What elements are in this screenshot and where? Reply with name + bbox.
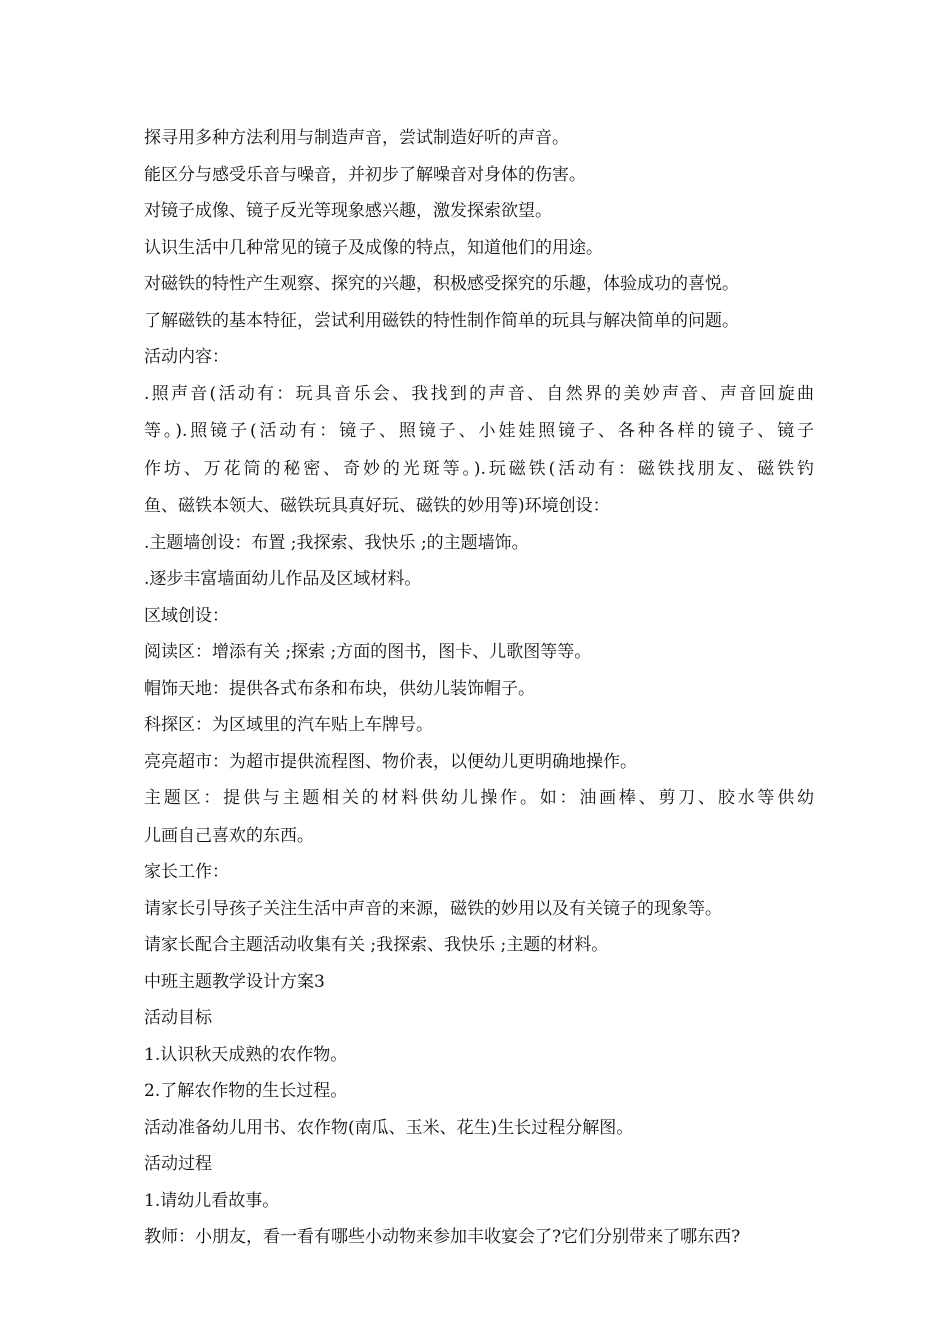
text-line: 对镜子成像、镜子反光等现象感兴趣，激发探索欲望。: [144, 201, 552, 221]
text-line: 对磁铁的特性产生观察、探究的兴趣，积极感受探究的乐趣，体验成功的喜悦。: [144, 274, 739, 294]
section-heading: 活动内容：: [144, 347, 229, 367]
section-heading: 家长工作：: [144, 862, 229, 882]
text-line: 帽饰天地：提供各式布条和布块，供幼儿装饰帽子。: [144, 678, 535, 699]
text-line: 等。).照镜子(活动有：镜子、照镜子、小娃娃照镜子、各种各样的镜子、镜子: [144, 421, 814, 441]
section-heading: 活动过程: [144, 1154, 212, 1174]
text-line: 能区分与感受乐音与噪音，并初步了解噪音对身体的伤害。: [144, 164, 586, 185]
text-line: 亮亮超市：为超市提供流程图、物价表，以便幼儿更明确地操作。: [144, 751, 637, 772]
document-body: [144, 120, 814, 1256]
text-line: .逐步丰富墙面幼儿作品及区域材料。: [144, 569, 422, 589]
section-heading: 活动目标: [144, 1008, 212, 1028]
text-line: .照声音(活动有：玩具音乐会、我找到的声音、自然界的美妙声音、声音回旋曲: [144, 383, 814, 404]
document-title: 中班主题教学设计方案3: [144, 971, 325, 992]
section-heading: 区域创设：: [144, 605, 229, 626]
text-line: 阅读区：增添有关 ;探索 ;方面的图书，图卡、儿歌图等等。: [144, 642, 592, 662]
text-line: 1.认识秋天成熟的农作物。: [144, 1044, 348, 1065]
text-line: 教师：小朋友，看一看有哪些小动物来参加丰收宴会了?它们分别带来了哪东西?: [144, 1227, 741, 1247]
text-line: 2.了解农作物的生长过程。: [144, 1081, 348, 1101]
text-line: 认识生活中几种常见的镜子及成像的特点，知道他们的用途。: [144, 237, 603, 258]
text-line: 作坊、万花筒的秘密、奇妙的光斑等。).玩磁铁(活动有：磁铁找朋友、磁铁钓: [144, 458, 814, 479]
text-line: 了解磁铁的基本特征，尝试利用磁铁的特性制作简单的玩具与解决简单的问题。: [144, 310, 739, 331]
text-line: 科探区：为区域里的汽车贴上车牌号。: [144, 715, 433, 735]
text-line: 1.请幼儿看故事。: [144, 1190, 280, 1211]
text-line: 请家长引导孩子关注生活中声音的来源，磁铁的妙用以及有关镜子的现象等。: [144, 898, 722, 919]
text-line: 鱼、磁铁本领大、磁铁玩具真好玩、磁铁的妙用等)环境创设：: [144, 496, 610, 516]
text-line: 儿画自己喜欢的东西。: [144, 825, 314, 846]
text-line: .主题墙创设：布置 ;我探索、我快乐 ;的主题墙饰。: [144, 532, 529, 553]
text-line: 主题区：提供与主题相关的材料供幼儿操作。如：油画棒、剪刀、胶水等供幼: [144, 788, 814, 808]
text-line: 请家长配合主题活动收集有关 ;我探索、我快乐 ;主题的材料。: [144, 935, 609, 955]
text-line: 探寻用多种方法利用与制造声音，尝试制造好听的声音。: [144, 128, 569, 148]
text-line: 活动准备幼儿用书、农作物(南瓜、玉米、花生)生长过程分解图。: [144, 1117, 634, 1138]
